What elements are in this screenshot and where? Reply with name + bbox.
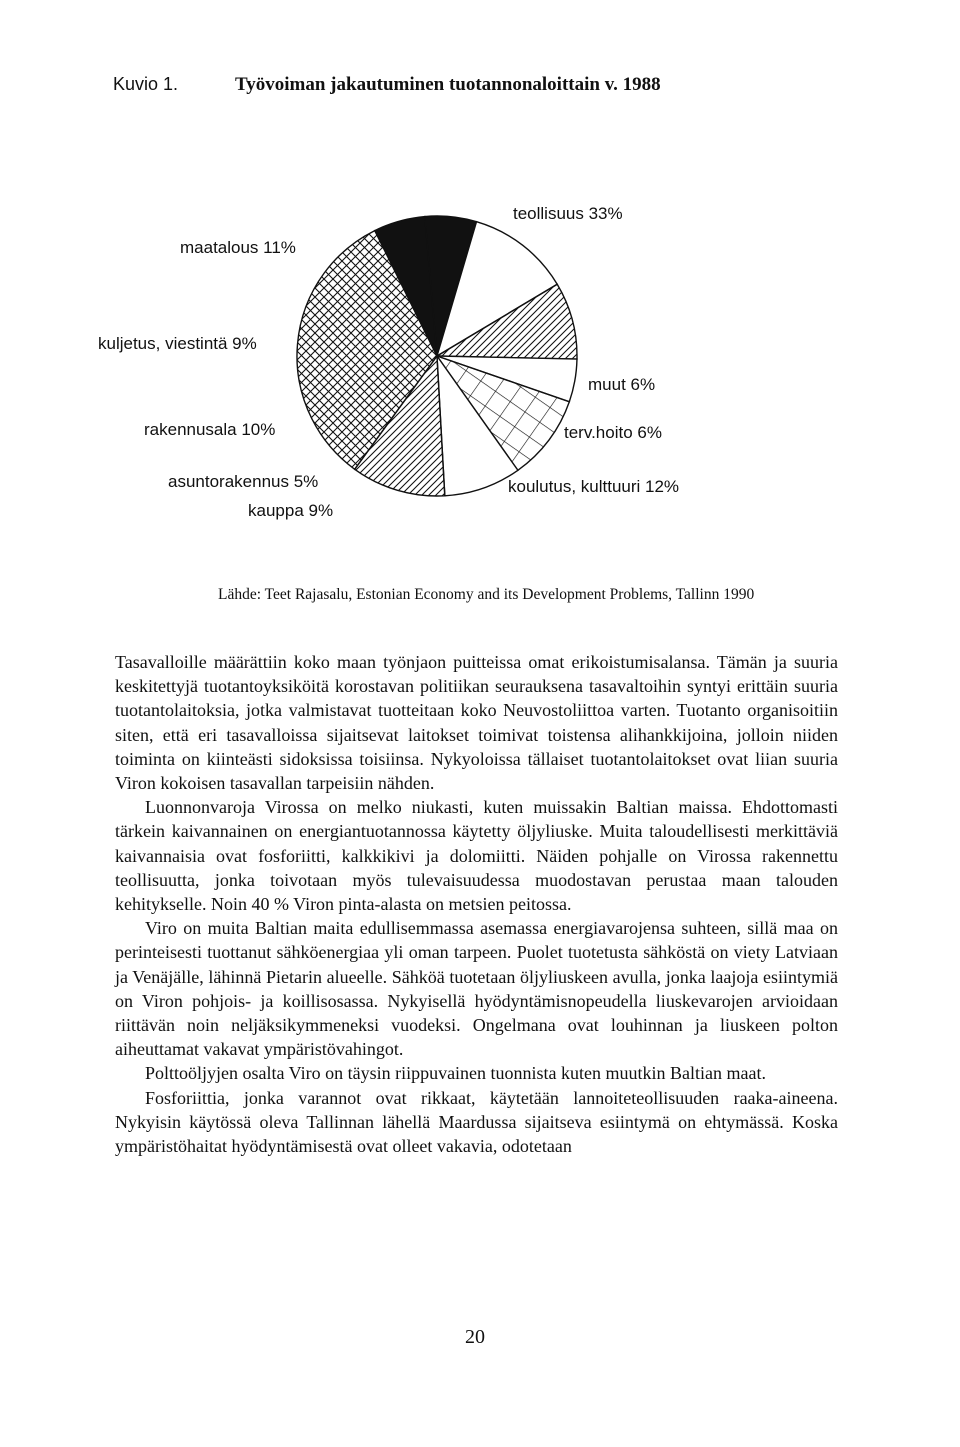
slice-label: teollisuus 33% <box>513 204 623 223</box>
slice-label: terv.hoito 6% <box>564 423 662 442</box>
slice-label: koulutus, kulttuuri 12% <box>508 477 680 496</box>
paragraph: Tasavalloille määrättiin koko maan työnjaon puitteissa omat erikoistumisalansa. Tämän ja suuria keskitettyjä tuotantoyksiköitä korostavan politiikan seurauksena tasavaltoihin syntyi erittäin suuria tuotantolaitoksia, jotka valmistavat tuotteitaan koko Neuvostoliittoa varten. Tuotanto organisoitiin siten, että eri tasavalloissa sijaitsevat laitokset toimivat toistensa alihankkijoina, jolloin niiden toiminta on kiinteästi sidoksissa toisiinsa. Nykyoloissa tällaiset tuotantolaitokset ovat liian suuria Viron kokoisen tasavallan tarpeisiin nähden. <box>115 652 838 794</box>
pie-chart <box>0 0 960 560</box>
slice-label: kauppa 9% <box>248 501 334 520</box>
page-number: 20 <box>465 1326 485 1348</box>
figure-source: Lähde: Teet Rajasalu, Estonian Economy and its Development Problems, Tallinn 1990 <box>218 586 755 603</box>
slice-label: rakennusala 10% <box>144 420 276 439</box>
slice-label: kuljetus, viestintä 9% <box>98 334 257 353</box>
figure-title-text: Työvoiman jakautuminen tuotannonaloittain v. 1988 <box>235 74 661 95</box>
figure-number: Kuvio 1. <box>113 74 179 94</box>
slice-label: maatalous 11% <box>180 238 296 257</box>
paragraph: Luonnonvaroja Virossa on melko niukasti, kuten muissakin Baltian maissa. Ehdottomasti tärkein kaivannainen on energiantuotannossa käytetty öljyliuske. Muita taloudellisesti merkittäviä kaivannaisia ovat fosforiitti, kalkkikivi ja dolomiitti. Näiden pohjalle on Virossa rakennettu teollisuutta, jonka toivotaan myös tulevaisuudessa muodostavan perustaa maan talouden kehitykselle. Noin 40 % Viron pinta-alasta on metsien peitossa. <box>115 797 838 915</box>
body-text <box>115 650 838 1158</box>
slice-label: muut 6% <box>588 375 656 394</box>
paragraph: Viro on muita Baltian maita edullisemmassa asemassa energiavarojensa suhteen, sillä maa on perinteisesti tuottanut sähköenergiaa yli oman tarpeen. Puolet tuotetusta sähköstä on viety Latviaan ja Venäjälle, lähinnä Pietarin alueelle. Sähköä tuotetaan öljyliuskeen avulla, jonka laajoja esiintymiä on Viron pohjois- ja koillisosassa. Nykyisellä hyödyntämisnopeudella liuskevarojen arvioidaan riittävän noin neljäksikymmeneksi vuodeksi. Ongelmana ovat louhinnan ja liuskeen polton aiheuttamat vakavat ympäristövahingot. <box>115 918 838 1060</box>
slice-label: asuntorakennus 5% <box>168 472 319 491</box>
paragraph: Polttoöljyjen osalta Viro on täysin riippuvainen tuonnista kuten muutkin Baltian maat. <box>145 1063 767 1084</box>
paragraph: Fosforiittia, jonka varannot ovat rikkaat, käytetään lannoiteteollisuuden raaka-aineena. Nykyisin käytössä oleva Tallinnan lähellä Maardussa sijaitseva esiintymä on ehtymässä. Koska ympäristöhaitat hyödyntämisestä ovat olleet vakavia, odotetaan <box>115 1087 838 1157</box>
